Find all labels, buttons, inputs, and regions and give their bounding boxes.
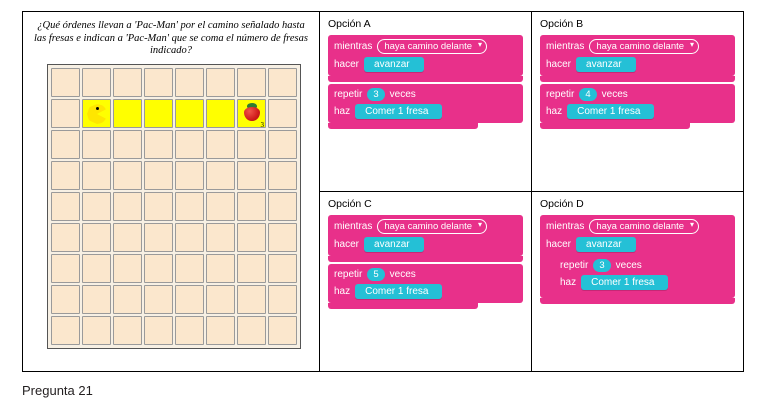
strawberry-body-icon [244, 107, 260, 121]
block-bottom [540, 298, 735, 304]
do-row [334, 57, 517, 72]
grid-cell [206, 316, 235, 345]
pacman-board [47, 64, 301, 349]
while-header [546, 219, 729, 234]
do-keyword: hacer [546, 239, 572, 250]
action-block-avanzar[interactable]: avanzar [364, 237, 424, 252]
grid-cell [144, 68, 173, 97]
times-keyword: veces [601, 89, 628, 100]
action-block-comer[interactable]: Comer 1 fresa [355, 284, 442, 299]
do-row [546, 237, 729, 252]
grid-cell [113, 68, 142, 97]
while-block[interactable] [328, 35, 523, 76]
grid-cell [144, 285, 173, 314]
option-b[interactable] [532, 12, 743, 191]
question-table [22, 11, 744, 372]
while-keyword: mientras [334, 41, 373, 52]
block-connector [328, 256, 523, 262]
grid-cell [144, 316, 173, 345]
grid-cell [51, 68, 80, 97]
nested-repeat-block[interactable] [546, 255, 729, 294]
option-c-program [328, 215, 523, 309]
haz-keyword: haz [334, 286, 351, 297]
grid-cell [237, 316, 266, 345]
action-block-comer[interactable]: Comer 1 fresa [567, 104, 654, 119]
option-c-label: Opción C [328, 198, 372, 210]
repeat-keyword: repetir [546, 89, 575, 100]
grid-cell [144, 161, 173, 190]
repeat-header [560, 259, 723, 272]
grid-cell [237, 192, 266, 221]
block-connector [328, 76, 523, 82]
repeat-count[interactable]: 3 [593, 259, 610, 272]
grid-cell-strawberry [237, 99, 266, 128]
grid-cell [206, 223, 235, 252]
grid-cell [82, 130, 111, 159]
grid-cell [268, 254, 297, 283]
while-block[interactable] [540, 215, 735, 298]
while-block[interactable] [540, 35, 735, 76]
option-d[interactable] [532, 192, 743, 371]
do-keyword: hacer [334, 239, 360, 250]
grid-cell [51, 130, 80, 159]
grid-cell [206, 192, 235, 221]
grid-cell-path [206, 99, 235, 128]
grid-cell [144, 130, 173, 159]
times-keyword: veces [389, 269, 416, 280]
option-b-label: Opción B [540, 18, 584, 30]
grid-cell [268, 99, 297, 128]
grid-cell [51, 192, 80, 221]
options-area [320, 12, 743, 371]
grid-cell [268, 223, 297, 252]
grid-cell [237, 254, 266, 283]
grid-cell [82, 285, 111, 314]
grid-cell [82, 316, 111, 345]
grid-cell [206, 68, 235, 97]
grid-cell [113, 223, 142, 252]
haz-keyword: haz [560, 277, 577, 288]
grid-cell [175, 223, 204, 252]
grid-cell-path [113, 99, 142, 128]
grid-cell-path [144, 99, 173, 128]
haz-row [334, 284, 517, 299]
condition-dropdown[interactable]: haya camino delante ▾ [589, 39, 699, 54]
grid-cell [268, 130, 297, 159]
options-row-top [320, 12, 743, 192]
times-keyword: veces [615, 260, 642, 271]
while-header [334, 219, 517, 234]
option-a[interactable] [320, 12, 532, 191]
block-connector [540, 76, 735, 82]
option-b-program [540, 35, 735, 129]
grid-cell [206, 254, 235, 283]
grid-cell [82, 192, 111, 221]
grid-cell [144, 192, 173, 221]
haz-row [560, 275, 723, 290]
options-row-bottom [320, 192, 743, 371]
block-bottom [328, 303, 478, 309]
grid-cell [51, 99, 80, 128]
repeat-header [334, 268, 517, 281]
action-block-avanzar[interactable]: avanzar [576, 57, 636, 72]
grid-cell [268, 285, 297, 314]
pacman-grid [51, 68, 297, 345]
repeat-header [546, 88, 729, 101]
haz-keyword: haz [334, 106, 351, 117]
question-footer-label: Pregunta 21 [22, 383, 93, 398]
grid-cell [113, 254, 142, 283]
grid-cell [144, 254, 173, 283]
grid-cell [113, 316, 142, 345]
option-a-program [328, 35, 523, 129]
grid-cell [268, 316, 297, 345]
grid-cell [237, 285, 266, 314]
haz-row [546, 104, 729, 119]
grid-cell [113, 161, 142, 190]
grid-cell [51, 254, 80, 283]
repeat-block[interactable] [328, 264, 523, 303]
grid-cell [113, 130, 142, 159]
grid-cell [175, 68, 204, 97]
grid-cell [175, 192, 204, 221]
grid-cell [82, 254, 111, 283]
grid-cell [175, 130, 204, 159]
strawberry-count: 3 [260, 121, 264, 129]
action-block-comer[interactable]: Comer 1 fresa [581, 275, 668, 290]
action-block-avanzar[interactable]: avanzar [576, 237, 636, 252]
grid-cell [268, 161, 297, 190]
question-cell [23, 12, 320, 371]
grid-cell-pacman [82, 99, 111, 128]
grid-cell [237, 223, 266, 252]
grid-cell [82, 161, 111, 190]
grid-cell [51, 161, 80, 190]
repeat-block[interactable] [328, 84, 523, 123]
grid-cell-path [175, 99, 204, 128]
grid-cell [113, 192, 142, 221]
option-d-program [540, 215, 735, 304]
grid-cell [51, 316, 80, 345]
grid-cell [175, 161, 204, 190]
question-text: ¿Qué órdenes llevan a 'Pac-Man' por el camino señalado hasta las fresas e indican a 'Pac-Man' que se coma el número de fresas indicado? [34, 20, 308, 56]
while-header [546, 39, 729, 54]
option-a-label: Opción A [328, 18, 371, 30]
grid-cell [82, 223, 111, 252]
repeat-count[interactable]: 5 [367, 268, 384, 281]
condition-dropdown[interactable]: haya camino delante ▾ [377, 39, 487, 54]
pacman-icon [87, 104, 107, 124]
block-bottom [540, 123, 690, 129]
strawberry-icon [243, 102, 261, 122]
grid-cell [206, 130, 235, 159]
repeat-keyword: repetir [334, 89, 363, 100]
option-d-label: Opción D [540, 198, 584, 210]
while-keyword: mientras [334, 221, 373, 232]
repeat-block[interactable] [540, 84, 735, 123]
while-keyword: mientras [546, 41, 585, 52]
grid-cell [144, 223, 173, 252]
do-keyword: hacer [334, 59, 360, 70]
do-row [546, 57, 729, 72]
grid-cell [206, 285, 235, 314]
repeat-count[interactable]: 4 [579, 88, 596, 101]
option-c[interactable] [320, 192, 532, 371]
grid-cell [237, 130, 266, 159]
repeat-keyword: repetir [560, 260, 589, 271]
pacman-eye-icon [96, 107, 99, 110]
while-block[interactable] [328, 215, 523, 256]
grid-cell [237, 161, 266, 190]
while-keyword: mientras [546, 221, 585, 232]
while-header [334, 39, 517, 54]
condition-dropdown[interactable]: haya camino delante ▾ [377, 219, 487, 234]
repeat-count[interactable]: 3 [367, 88, 384, 101]
block-bottom [328, 123, 478, 129]
do-row [334, 237, 517, 252]
haz-keyword: haz [546, 106, 563, 117]
grid-cell [113, 285, 142, 314]
times-keyword: veces [389, 89, 416, 100]
grid-cell [51, 285, 80, 314]
grid-cell [237, 68, 266, 97]
grid-cell [268, 192, 297, 221]
do-keyword: hacer [546, 59, 572, 70]
grid-cell [175, 254, 204, 283]
repeat-header [334, 88, 517, 101]
grid-cell [51, 223, 80, 252]
haz-row [334, 104, 517, 119]
grid-cell [268, 68, 297, 97]
condition-dropdown[interactable]: haya camino delante ▾ [589, 219, 699, 234]
grid-cell [82, 68, 111, 97]
action-block-avanzar[interactable]: avanzar [364, 57, 424, 72]
repeat-keyword: repetir [334, 269, 363, 280]
grid-cell [206, 161, 235, 190]
action-block-comer[interactable]: Comer 1 fresa [355, 104, 442, 119]
grid-cell [175, 316, 204, 345]
grid-cell [175, 285, 204, 314]
